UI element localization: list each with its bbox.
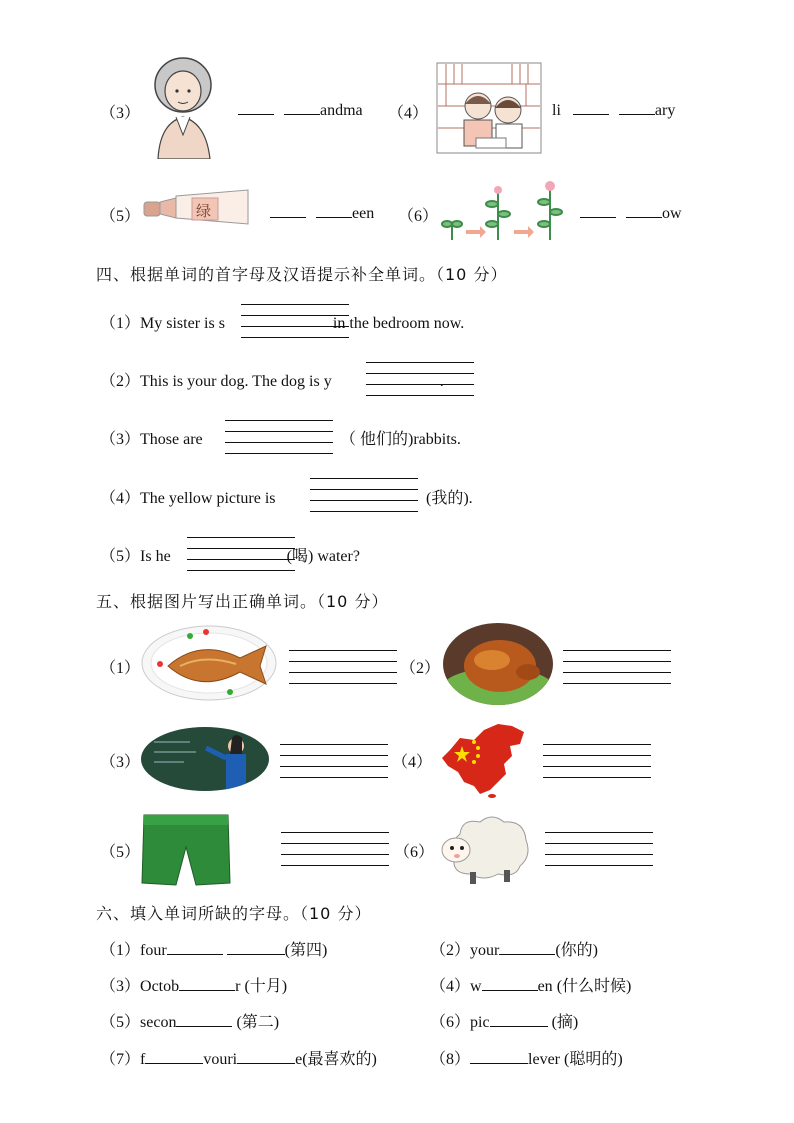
- s4-answer-box-2[interactable]: [366, 362, 474, 396]
- s5-answer-box-4[interactable]: [543, 744, 651, 778]
- s5-item-3-number: （3）: [100, 754, 141, 771]
- blank[interactable]: [316, 203, 352, 218]
- s5-answer-box-2[interactable]: [563, 650, 671, 684]
- item-6-blanks: [580, 203, 682, 223]
- s4-item-3-text: （3）Those are: [100, 431, 203, 448]
- s6-item-2: （2）your (你的): [430, 942, 599, 959]
- s4-item-3-after: （ 他们的)rabbits.: [340, 431, 461, 448]
- s4-item-5: （5）Is he (喝) water?: [100, 548, 360, 565]
- section-4-heading: 四、根据单词的首字母及汉语提示补全单词。（10 分）: [96, 265, 508, 284]
- s6-item-7: （7）f vouri e(最喜欢的): [100, 1051, 377, 1068]
- blank[interactable]: [470, 1049, 528, 1064]
- section-5-heading: 五、根据图片写出正确单词。（10 分）: [96, 592, 389, 611]
- shorts-picture: [140, 811, 232, 887]
- teacher-picture: [140, 726, 270, 792]
- s5-answer-box-5[interactable]: [281, 832, 389, 866]
- item-4-blanks: [552, 100, 675, 120]
- s4-answer-box-1[interactable]: [241, 304, 349, 338]
- item-4-prefix: li: [552, 102, 561, 119]
- library-picture: [436, 62, 542, 154]
- item-6-suffix: ow: [662, 205, 682, 222]
- item-3-suffix: andma: [320, 102, 363, 119]
- blank[interactable]: [284, 100, 320, 115]
- blank[interactable]: [626, 203, 662, 218]
- s6-item-6: （6）pic (摘): [430, 1014, 579, 1031]
- item-4-suffix: ary: [654, 102, 676, 119]
- item-4-number: （4）: [388, 105, 429, 122]
- s6-item-1: （1）four (第四): [100, 942, 328, 959]
- china-map-picture: [440, 720, 526, 798]
- s6-item-8: （8） lever (聪明的): [430, 1051, 623, 1068]
- item-3-number: （3）: [100, 105, 141, 122]
- paint-tube-picture: [140, 188, 252, 236]
- s5-answer-box-3[interactable]: [280, 744, 388, 778]
- paint-tube-label: 绿: [196, 202, 212, 220]
- blank[interactable]: [238, 100, 274, 115]
- s4-answer-box-5[interactable]: [187, 537, 295, 571]
- s4-item-2: （2）This is your dog. The dog is y .: [100, 373, 444, 390]
- blank[interactable]: [167, 940, 223, 955]
- blank[interactable]: [499, 940, 555, 955]
- s4-answer-box-3[interactable]: [225, 420, 333, 454]
- plant-growth-picture: [440, 180, 566, 242]
- s4-answer-box-4[interactable]: [310, 478, 418, 512]
- grandma-picture: [148, 55, 218, 159]
- blank[interactable]: [619, 100, 655, 115]
- s5-item-5-number: （5）: [100, 844, 141, 861]
- blank[interactable]: [227, 940, 285, 955]
- s6-item-3: （3）Octob r (十月): [100, 978, 288, 995]
- blank[interactable]: [237, 1049, 295, 1064]
- fish-dish-picture: [140, 624, 278, 702]
- item-3-blanks: [238, 100, 363, 120]
- s5-item-6-number: （6）: [394, 844, 435, 861]
- blank[interactable]: [580, 203, 616, 218]
- blank[interactable]: [490, 1012, 548, 1027]
- item-5-blanks: [270, 203, 374, 223]
- section-6-heading: 六、填入单词所缺的字母。（10 分）: [96, 904, 372, 923]
- item-5-suffix: een: [352, 205, 375, 222]
- s5-item-2-number: （2）: [400, 660, 441, 677]
- sheep-picture: [436, 812, 532, 886]
- item-5-number: （5）: [100, 208, 141, 225]
- blank[interactable]: [176, 1012, 232, 1027]
- s5-answer-box-6[interactable]: [545, 832, 653, 866]
- s6-item-5: （5）secon (第二): [100, 1014, 280, 1031]
- s6-item-4: （4）w en (什么时候): [430, 978, 632, 995]
- s4-item-1: （1）My sister is s in the bedroom now.: [100, 315, 465, 332]
- blank[interactable]: [573, 100, 609, 115]
- s4-item-4-after: (我的).: [426, 490, 473, 507]
- item-6-number: （6）: [398, 208, 439, 225]
- s5-item-4-number: （4）: [392, 754, 433, 771]
- s5-item-1-number: （1）: [100, 660, 141, 677]
- blank[interactable]: [145, 1049, 203, 1064]
- blank[interactable]: [482, 976, 538, 991]
- s4-item-4-text: （4）The yellow picture is: [100, 490, 276, 507]
- blank[interactable]: [179, 976, 235, 991]
- blank[interactable]: [270, 203, 306, 218]
- roast-chicken-picture: [442, 622, 554, 706]
- s5-answer-box-1[interactable]: [289, 650, 397, 684]
